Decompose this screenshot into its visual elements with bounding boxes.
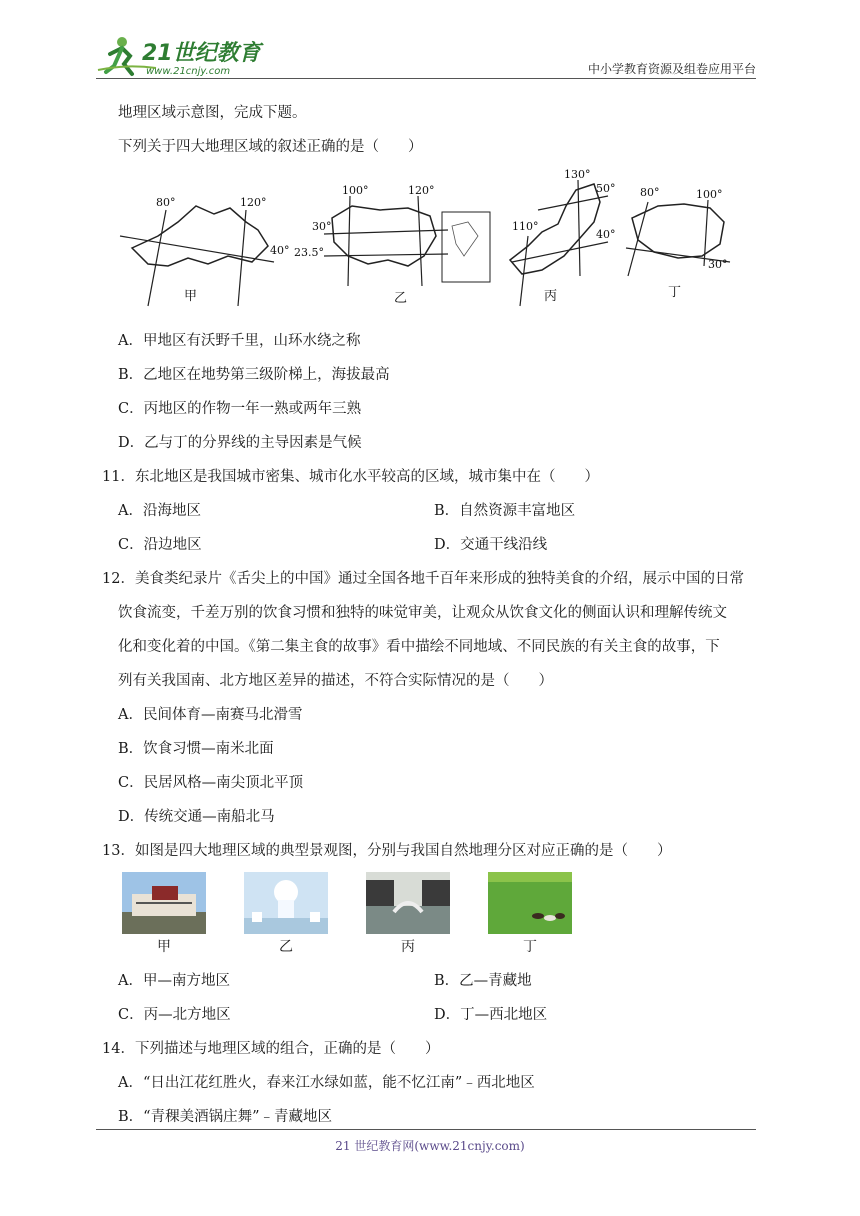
landscape-photos-figure — [118, 872, 578, 964]
map-ding — [626, 186, 730, 300]
map-bing-label-50: 50° — [596, 182, 616, 195]
q10-option-a: A．甲地区有沃野千里，山环水绕之称 — [118, 333, 361, 349]
page-header — [96, 30, 756, 80]
map-bing-label-40: 40° — [596, 228, 616, 241]
map-bing-name: 丙 — [544, 289, 558, 304]
q11-option-d: D．交通干线沿线 — [434, 537, 548, 553]
q12-stem-line-3: 化和变化着的中国。《第二集主食的故事》看中描绘不同地域、不同民族的有关主食的故事，下 — [118, 639, 720, 655]
q14-option-b: B．“青稞美酒锅庄舞”﹣青藏地区 — [118, 1109, 332, 1125]
q12-option-b: B．饮食习惯—南米北面 — [118, 741, 274, 757]
footer-divider — [96, 1129, 756, 1130]
photo-yi-ice-sculpture-image — [244, 872, 328, 934]
q12-option-c: C．民居风格—南尖顶北平顶 — [118, 775, 304, 791]
q13-option-a: A．甲—南方地区 — [118, 973, 230, 989]
q10-option-c: C．丙地区的作物一年一熟或两年三熟 — [118, 401, 362, 417]
map-ding-label-30: 30° — [708, 258, 728, 271]
q12-stem-line-4: 列有关我国南、北方地区差异的描述，不符合实际情况的是（ ） — [118, 673, 553, 689]
q11-options-row-2 — [102, 528, 762, 562]
header-platform-text: 中小学教育资源及组卷应用平台 — [587, 62, 756, 76]
photo-yi-label: 乙 — [279, 939, 293, 955]
svg-text:21世纪教育: 21世纪教育 — [142, 41, 261, 66]
q10-option-d: D．乙与丁的分界线的主导因素是气候 — [118, 435, 362, 451]
region-maps-figure — [118, 166, 738, 316]
q14-option-a: A．“日出江花红胜火，春来江水绿如蓝，能不忆江南”﹣西北地区 — [118, 1075, 535, 1091]
map-jia-name: 甲 — [184, 289, 198, 304]
map-yi-label-30: 30° — [312, 220, 332, 233]
map-jia-label-80: 80° — [156, 196, 176, 209]
q11-option-c: C．沿边地区 — [118, 537, 202, 553]
q10-stem: 下列关于四大地理区域的叙述正确的是（ ） — [118, 139, 423, 155]
map-yi-label-23-5: 23.5° — [294, 246, 324, 259]
map-jia-label-40: 40° — [270, 244, 290, 257]
intro-line: 地理区域示意图，完成下题。 — [118, 105, 307, 121]
q12-stem-line-2: 饮食流变，千差万别的饮食习惯和独特的味觉审美，让观众从饮食文化的侧面认识和理解传统文 — [118, 605, 727, 621]
document-body — [102, 96, 762, 1134]
q13-options-row-2 — [102, 998, 762, 1032]
map-ding-name: 丁 — [668, 285, 682, 300]
q12-option-a: A．民间体育—南赛马北滑雪 — [118, 707, 303, 723]
photo-bing-label: 丙 — [401, 939, 415, 955]
photo-ding-grassland-image — [488, 872, 572, 934]
map-yi — [294, 184, 490, 306]
map-yi-label-100: 100° — [342, 184, 369, 197]
q13-options-row-1 — [102, 964, 762, 998]
q11-option-a: A．沿海地区 — [118, 503, 201, 519]
svg-text:www.21cnjy.com: www.21cnjy.com — [146, 66, 231, 77]
q10-option-b: B．乙地区在地势第三级阶梯上，海拔最高 — [118, 367, 390, 383]
map-bing-label-130: 130° — [564, 168, 591, 181]
map-ding-label-100: 100° — [696, 188, 723, 201]
map-bing — [510, 168, 616, 306]
q13-option-d: D．丁—西北地区 — [434, 1007, 548, 1023]
map-ding-label-80: 80° — [640, 186, 660, 199]
q12-option-d: D．传统交通—南船北马 — [118, 809, 275, 825]
photo-ding-label: 丁 — [523, 939, 537, 955]
map-jia-label-120: 120° — [240, 196, 267, 209]
map-yi-name: 乙 — [394, 291, 408, 306]
q11-stem: 11．东北地区是我国城市密集、城市化水平较高的区域，城市集中在（ ） — [102, 469, 599, 485]
page-footer: 21 世纪教育网(www.21cnjy.com) — [335, 1139, 525, 1153]
photo-bing-water-town-image — [366, 872, 450, 934]
q11-options-row-1 — [102, 494, 762, 528]
q12-stem-line-1: 12．美食类纪录片《舌尖上的中国》通过全国各地千百年来形成的独特美食的介绍，展示中国的日常 — [102, 571, 744, 587]
q13-stem: 13．如图是四大地理区域的典型景观图，分别与我国自然地理分区对应正确的是（ ） — [102, 843, 672, 859]
map-jia — [120, 196, 290, 306]
photo-jia-potala-image — [122, 872, 206, 934]
map-bing-label-110: 110° — [512, 220, 539, 233]
q13-option-c: C．丙—北方地区 — [118, 1007, 231, 1023]
photo-jia-label: 甲 — [157, 939, 171, 955]
header-divider — [96, 78, 756, 79]
q13-option-b: B．乙—青藏地 — [434, 973, 532, 989]
q11-option-b: B．自然资源丰富地区 — [434, 503, 576, 519]
site-logo — [96, 34, 266, 78]
map-yi-label-120: 120° — [408, 184, 435, 197]
q14-stem: 14．下列描述与地理区域的组合，正确的是（ ） — [102, 1041, 440, 1057]
